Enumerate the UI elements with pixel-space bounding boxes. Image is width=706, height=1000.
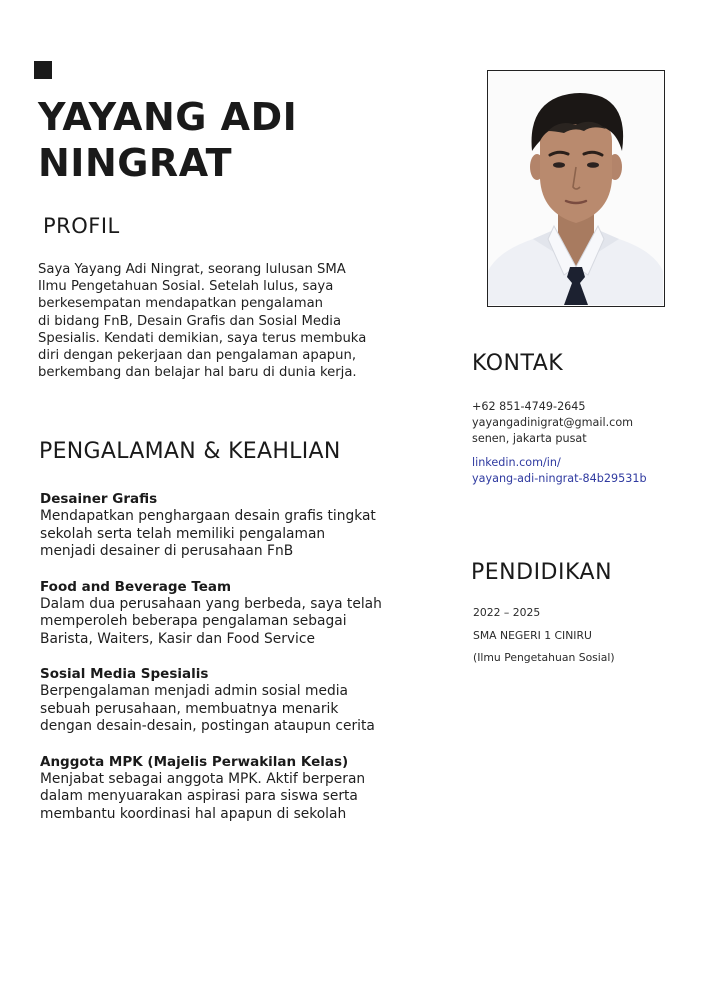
experience-description xyxy=(40,508,440,561)
experience-line: membantu koordinasi hal apapun di sekolah xyxy=(40,805,347,822)
experience-item xyxy=(40,490,440,561)
experience-description xyxy=(40,683,440,736)
contact-email[interactable]: yayangadinigrat@gmail.com xyxy=(472,416,634,429)
linkedin-link[interactable] xyxy=(472,455,647,487)
education-school: SMA NEGERI 1 CINIRU xyxy=(473,628,592,642)
profil-line: Ilmu Pengetahuan Sosial. Setelah lulus, saya xyxy=(38,279,334,295)
experience-line: sekolah serta telah memiliki pengalaman xyxy=(40,525,326,542)
education-major: (Ilmu Pengetahuan Sosial) xyxy=(473,651,615,664)
name-line-1: YAYANG ADI xyxy=(38,95,298,139)
experience-list xyxy=(40,490,440,823)
experience-line: sebuah perusahaan, membuatnya menarik xyxy=(40,700,339,717)
kontak-heading: KONTAK xyxy=(472,351,564,376)
profil-text xyxy=(38,261,366,381)
profil-line: berkesempatan mendapatkan pengalaman xyxy=(38,296,324,312)
experience-line: Menjabat sebagai anggota MPK. Aktif berperan xyxy=(40,770,366,787)
pendidikan-heading: PENDIDIKAN xyxy=(471,560,613,585)
decorative-square xyxy=(34,61,52,79)
experience-line: dalam menyuarakan aspirasi para siswa serta xyxy=(40,788,358,804)
education-years: 2022 – 2025 xyxy=(473,606,541,619)
experience-line: menjadi desainer di perusahaan FnB xyxy=(40,543,294,559)
experience-description xyxy=(40,771,440,824)
contact-phone: +62 851-4749-2645 xyxy=(472,400,586,413)
experience-line: Barista, Waiters, Kasir dan Food Service xyxy=(40,630,315,647)
profil-line: Saya Yayang Adi Ningrat, seorang lulusan SMA xyxy=(38,262,346,277)
name-line-2: NINGRAT xyxy=(38,141,233,185)
experience-title: Anggota MPK (Majelis Perwakilan Kelas) xyxy=(40,753,349,770)
experience-line: dengan desain-desain, postingan ataupun cerita xyxy=(40,718,375,734)
education-list xyxy=(473,605,615,673)
experience-title: Food and Beverage Team xyxy=(40,578,232,595)
profil-heading: PROFIL xyxy=(43,214,120,238)
profile-photo xyxy=(487,70,665,307)
linkedin-line-2[interactable]: yayang-adi-ningrat-84b29531b xyxy=(472,472,647,485)
profil-line: berkembang dan belajar hal baru di dunia kerja. xyxy=(38,365,357,381)
experience-description xyxy=(40,596,440,649)
experience-line: Berpengalaman menjadi admin sosial media xyxy=(40,683,348,699)
experience-line: memperoleh beberapa pengalaman sebagai xyxy=(40,613,347,629)
full-name xyxy=(38,94,297,186)
experience-line: Dalam dua perusahaan yang berbeda, saya telah xyxy=(40,595,382,612)
experience-title: Desainer Grafis xyxy=(40,491,158,507)
experience-heading: PENGALAMAN & KEAHLIAN xyxy=(39,439,341,464)
experience-line: Mendapatkan penghargaan desain grafis tingkat xyxy=(40,508,376,524)
experience-item xyxy=(40,753,440,824)
profil-line: di bidang FnB, Desain Grafis dan Sosial Media xyxy=(38,313,342,329)
experience-item xyxy=(40,665,440,736)
profil-line: Spesialis. Kendati demikian, saya terus membuka xyxy=(38,330,367,346)
experience-item xyxy=(40,578,440,649)
experience-title: Sosial Media Spesialis xyxy=(40,666,209,682)
linkedin-line-1[interactable]: linkedin.com/in/ xyxy=(472,456,561,469)
profil-line: diri dengan pekerjaan dan pengalaman apapun, xyxy=(38,348,357,364)
contact-list xyxy=(472,399,633,447)
contact-address: senen, jakarta pusat xyxy=(472,432,587,445)
